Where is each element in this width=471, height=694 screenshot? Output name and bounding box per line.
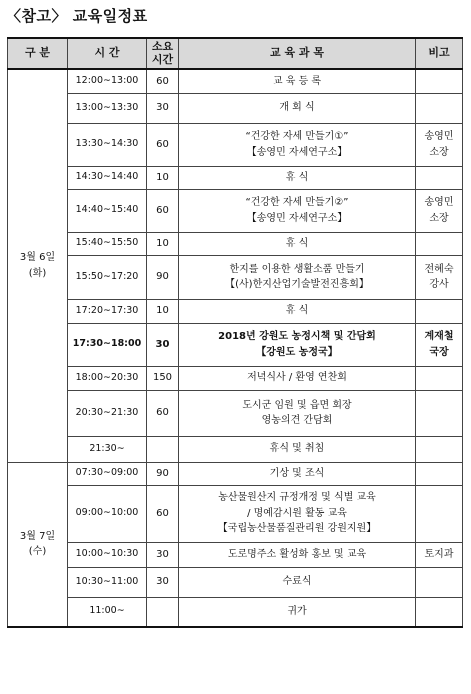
course-cell: 2018년 강원도 농정시책 및 간담회 【강원도 농정국】 [179,323,416,366]
table-row [8,232,463,255]
table-row [8,567,463,597]
duration-cell: 60 [147,123,179,166]
header-course: 교 육 과 목 [179,38,416,69]
note-cell: 전혜숙 강사 [416,255,463,299]
time-cell: 15:40∼15:50 [68,232,147,255]
time-cell: 09:00∼10:00 [68,485,147,542]
course-cell: 휴 식 [179,232,416,255]
page-title: 〈참고〉 교육일정표 [6,7,148,25]
duration-cell [147,436,179,462]
time-cell: 21:30∼ [68,436,147,462]
duration-cell: 10 [147,299,179,323]
note-cell [416,390,463,436]
note-cell [416,166,463,189]
note-cell [416,366,463,390]
time-cell: 13:30∼14:30 [68,123,147,166]
header-time: 시 간 [68,38,147,69]
course-cell: 수료식 [179,567,416,597]
table-row [8,542,463,567]
note-cell [416,69,463,93]
time-cell: 14:30∼14:40 [68,166,147,189]
duration-cell: 90 [147,462,179,485]
time-cell: 17:30∼18:00 [68,323,147,366]
course-cell: 저녁식사 / 환영 연찬회 [179,366,416,390]
note-cell [416,299,463,323]
course-cell: 휴 식 [179,299,416,323]
schedule-body [8,69,463,627]
note-cell: 송영민 소장 [416,123,463,166]
note-cell [416,485,463,542]
table-row [8,485,463,542]
duration-cell: 60 [147,69,179,93]
schedule-table [7,37,463,628]
course-cell: 도시군 임원 및 읍면 회장 영농의견 간담회 [179,390,416,436]
course-cell: 기상 및 조식 [179,462,416,485]
duration-cell: 30 [147,323,179,366]
table-row [8,166,463,189]
course-cell: 한지를 이용한 생활소품 만들기 【(사)한지산업기술발전진흥회】 [179,255,416,299]
time-cell: 15:50∼17:20 [68,255,147,299]
course-cell: 도로명주소 활성화 홍보 및 교육 [179,542,416,567]
course-cell: 휴 식 [179,166,416,189]
course-cell: 휴식 및 취침 [179,436,416,462]
table-row [8,299,463,323]
note-cell: 송영민 소장 [416,189,463,232]
time-cell: 13:00∼13:30 [68,93,147,123]
table-row [8,189,463,232]
time-cell: 07:30∼09:00 [68,462,147,485]
time-cell: 12:00∼13:00 [68,69,147,93]
table-row [8,462,463,485]
duration-cell: 10 [147,166,179,189]
time-cell: 18:00∼20:30 [68,366,147,390]
table-row [8,436,463,462]
course-cell: 귀가 [179,597,416,627]
note-cell [416,597,463,627]
course-cell: “건강한 자세 만들기②” 【송영민 자세연구소】 [179,189,416,232]
day-cell: 3월 6일 (화) [8,69,68,462]
duration-cell: 60 [147,390,179,436]
duration-cell: 150 [147,366,179,390]
duration-cell: 10 [147,232,179,255]
note-cell [416,93,463,123]
duration-cell: 30 [147,542,179,567]
duration-cell: 60 [147,485,179,542]
header-row [8,38,463,69]
course-cell: 개 회 식 [179,93,416,123]
note-cell [416,436,463,462]
note-cell: 토지과 [416,542,463,567]
time-cell: 14:40∼15:40 [68,189,147,232]
header-duration: 소요 시간 [147,38,179,69]
course-cell: 교 육 등 록 [179,69,416,93]
table-row [8,366,463,390]
time-cell: 10:00∼10:30 [68,542,147,567]
duration-cell: 30 [147,567,179,597]
duration-cell [147,597,179,627]
note-cell [416,462,463,485]
table-row [8,123,463,166]
table-row [8,93,463,123]
note-cell [416,567,463,597]
header-division: 구 분 [8,38,68,69]
duration-cell: 60 [147,189,179,232]
day-cell: 3월 7일 (수) [8,462,68,627]
duration-cell: 30 [147,93,179,123]
note-cell: 계재철 국장 [416,323,463,366]
table-row [8,597,463,627]
table-row [8,69,463,93]
table-row [8,390,463,436]
course-cell: 농산물원산지 규정개정 및 식별 교육 / 명예감시원 활동 교육 【국립농산물품질관리원 강원지원】 [179,485,416,542]
table-row [8,255,463,299]
time-cell: 11:00∼ [68,597,147,627]
header-note: 비고 [416,38,463,69]
time-cell: 20:30∼21:30 [68,390,147,436]
course-cell: “건강한 자세 만들기①” 【송영민 자세연구소】 [179,123,416,166]
duration-cell: 90 [147,255,179,299]
time-cell: 17:20∼17:30 [68,299,147,323]
note-cell [416,232,463,255]
time-cell: 10:30∼11:00 [68,567,147,597]
table-row [8,323,463,366]
